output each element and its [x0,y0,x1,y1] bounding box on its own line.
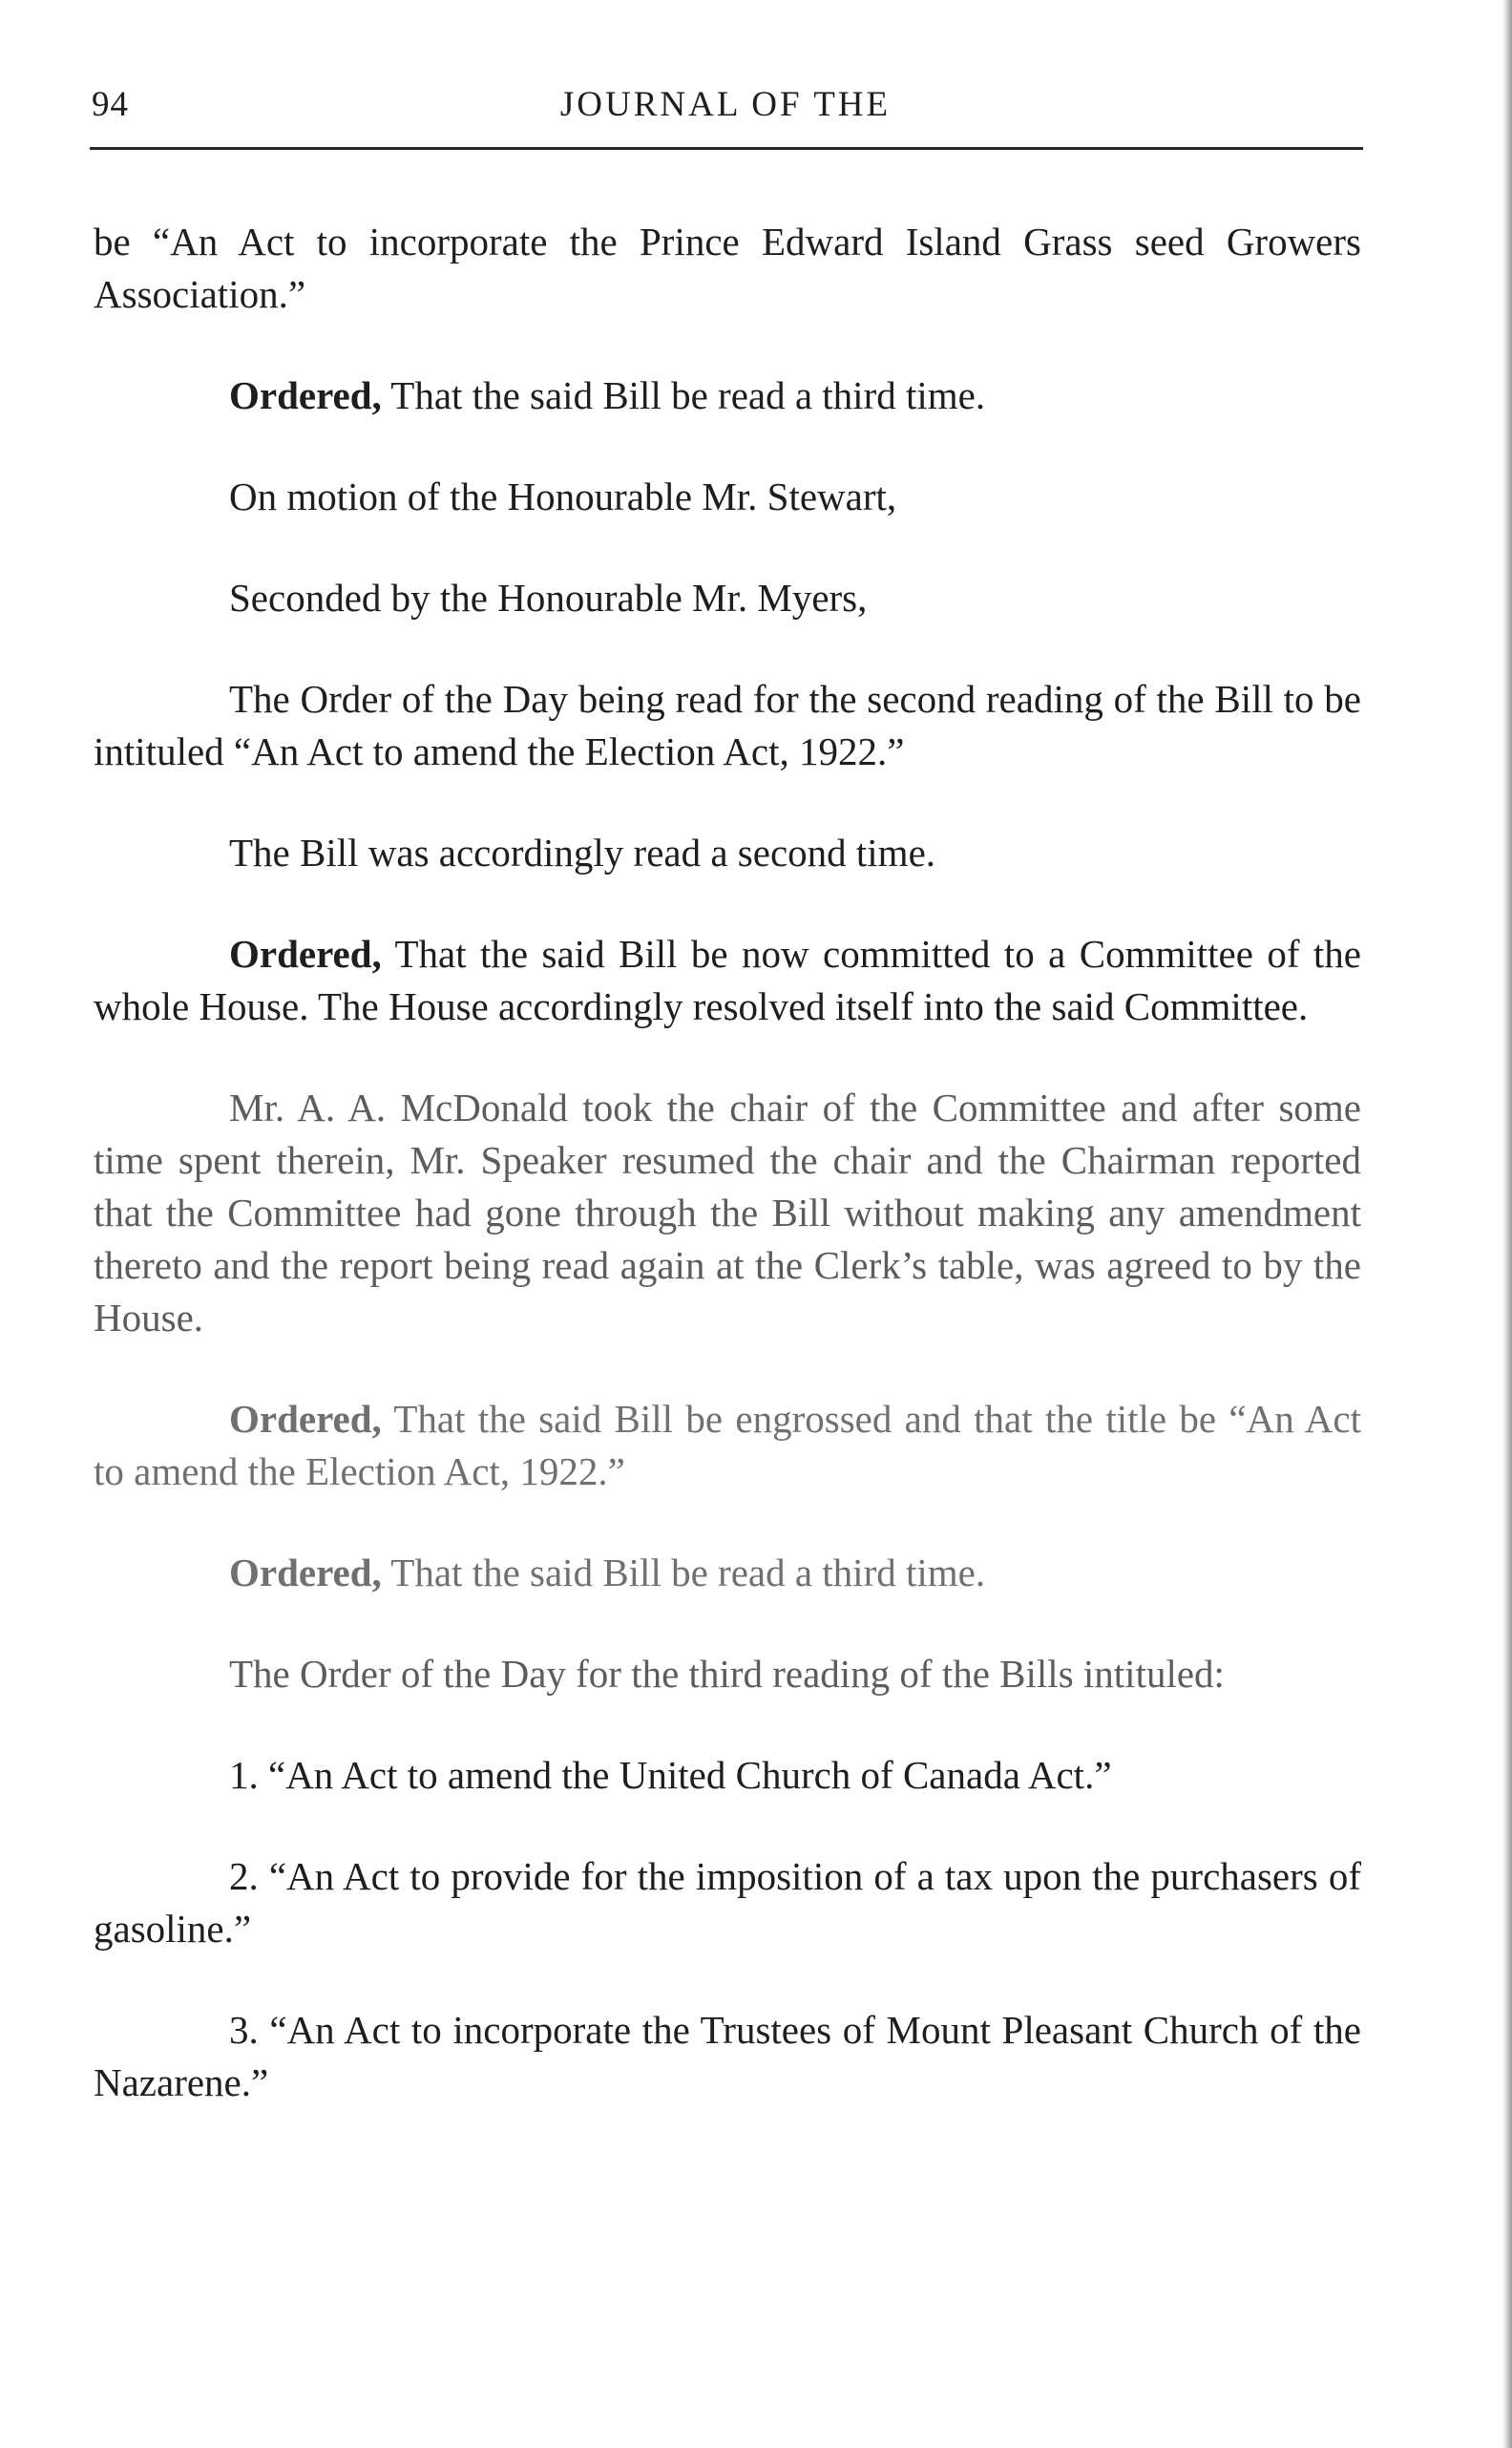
paragraph-7 [94,928,1361,1033]
paragraph-text: That the said Bill be read a third time. [381,373,986,417]
paragraph-text: be “An Act to incorporate the Prince Edward Island Grass seed Growers Association.” [94,220,1361,316]
paragraph-3 [94,471,1361,523]
paragraph-text: That the said Bill be engrossed and that the title be “An Act to amend the Election Act, 1922.” [94,1397,1361,1493]
paragraph-8 [94,1082,1361,1344]
running-head: JOURNAL OF THE [559,85,892,124]
paragraph-11 [94,1648,1361,1700]
page-header [92,84,1359,141]
paragraph-text: On motion of the Honourable Mr. Stewart, [229,475,897,518]
header-rule [90,147,1363,150]
ordered-lead: Ordered, [229,932,382,976]
ordered-lead: Ordered, [229,1551,382,1594]
page-number: 94 [92,85,129,124]
paragraph-1 [94,216,1361,321]
paragraph-text: 3. “An Act to incorporate the Trustees of Mount Pleasant Church of the Nazarene.” [94,2008,1361,2104]
paragraph-9 [94,1393,1361,1498]
paragraph-10 [94,1547,1361,1599]
page-edge-shadow [1502,0,1512,2448]
paragraph-text: The Bill was accordingly read a second time. [229,831,936,875]
paragraph-13 [94,1850,1361,1955]
ordered-lead: Ordered, [229,1397,382,1441]
paragraph-2 [94,369,1361,422]
paragraph-14 [94,2004,1361,2109]
paragraph-text: Mr. A. A. McDonald took the chair of the Committee and after some time spent therein, Mr. Speaker resumed the chair and the Chairman reported that the Committee had gone through the Bill without making any amendment thereto and the report being read again at the Clerk’s table, was agreed to by the House. [94,1086,1361,1340]
paragraph-text: 1. “An Act to amend the United Church of Canada Act.” [229,1753,1112,1797]
ordered-lead: Ordered, [229,373,382,417]
paragraph-6 [94,827,1361,879]
paragraph-4 [94,572,1361,624]
paragraph-text: The Order of the Day being read for the second reading of the Bill to be intituled “An Act to amend the Election Act, 1922.” [94,677,1361,773]
paragraph-text: The Order of the Day for the third reading of the Bills intituled: [229,1652,1225,1696]
paragraph-12 [94,1749,1361,1802]
journal-body [94,216,1361,2158]
paragraph-text: That the said Bill be now committed to a Committee of the whole House. The House accordingly resolved itself into the said Committee. [94,932,1361,1028]
paragraph-text: Seconded by the Honourable Mr. Myers, [229,576,868,620]
paragraph-5 [94,673,1361,778]
paragraph-text: That the said Bill be read a third time. [381,1551,986,1594]
paragraph-text: 2. “An Act to provide for the imposition of a tax upon the purchasers of gasoline.” [94,1854,1361,1951]
